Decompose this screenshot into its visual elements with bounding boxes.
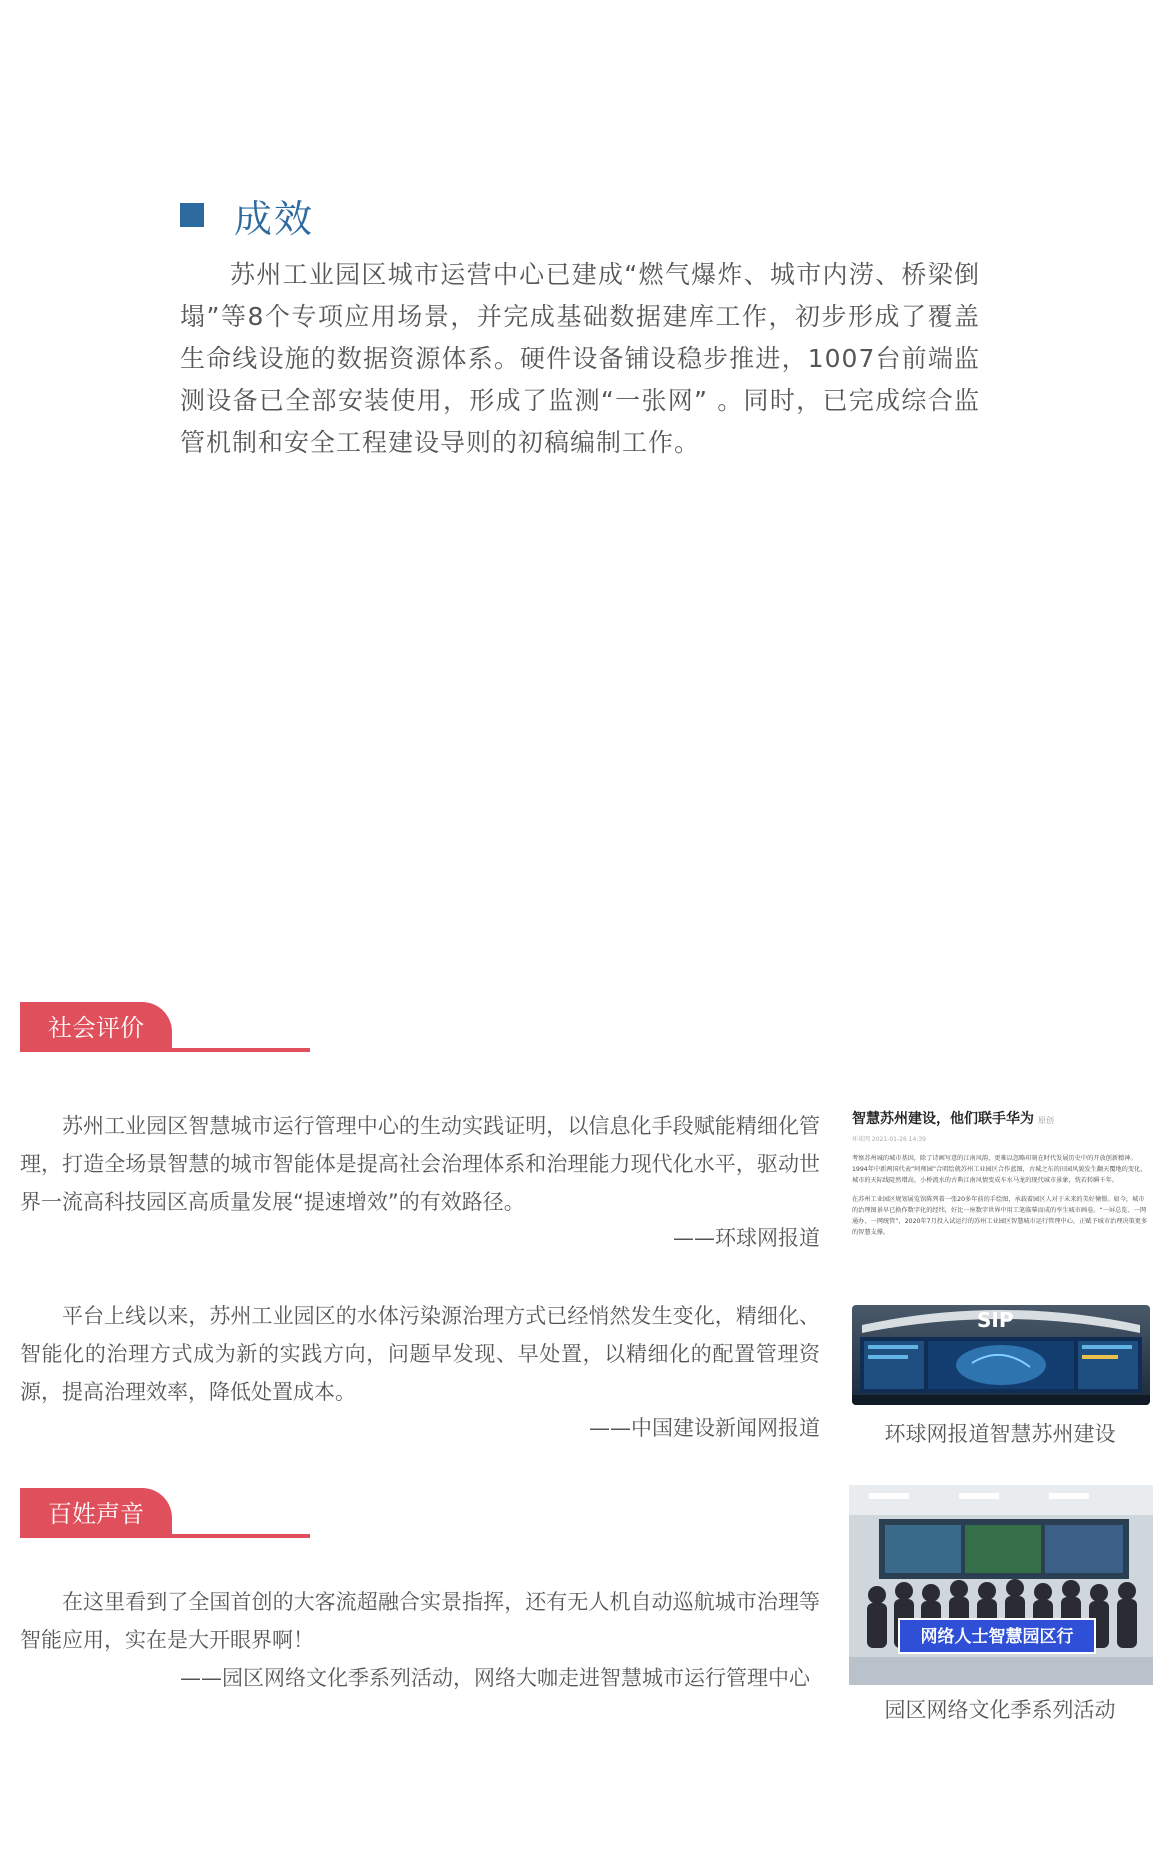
article-badge: 原创	[1038, 1116, 1054, 1125]
public-voice-label: 百姓声音	[20, 1488, 172, 1534]
public-quote: 在这里看到了全国首创的大客流超融合实景指挥，还有无人机自动巡航城市治理等智能应用，实在是大开眼界啊！	[20, 1590, 820, 1652]
public-quote-source: ——园区网络文化季系列活动，网络大咖走进智慧城市运行管理中心	[180, 1666, 810, 1690]
article-meta: 环球网 2021-01-26 14:39	[852, 1136, 926, 1143]
article-title: 智慧苏州建设，他们联手华为 原创	[852, 1111, 1054, 1127]
article-caption: 环球网报道智慧苏州建设	[884, 1422, 1116, 1446]
control-room-photo	[852, 1305, 1150, 1405]
heading-square-icon	[180, 203, 204, 227]
control-room-image	[852, 1305, 1150, 1405]
results-paragraph: 苏州工业园区城市运营中心已建成“燃气爆炸、城市内涝、桥梁倒塌”等8个专项应用场景，并完成基础数据建库工作，初步形成了覆盖生命线设施的数据资源体系。硬件设备铺设稳步推进，1007台前端监测设备已全部安装使用，形成了监测“一张网” 。同时，已完成综合监管机制和安全工程建设导则的初稿编制工作。	[180, 260, 980, 457]
article-screenshot	[852, 1108, 1150, 1246]
social-quote-2: 平台上线以来，苏州工业园区的水体污染源治理方式已经悄然发生变化，精细化、智能化的治理方式成为新的实践方向，问题早发现、早处置，以精细化的配置管理资源，提高治理效率，降低处置成本。	[20, 1304, 820, 1404]
article-paragraph-2: 在苏州工业园区规划展览馆陈列着一张20多年前的手绘图，承载着园区人对于未来的美好憧憬。如今，城市的治理图景早已换作数字化的经纬，好比一座数字世界中用工笔临摹而成的孪生城市画卷。“一屏总览、一网通办、一网统管”，2020年7月投入试运行的苏州工业园区智慧城市运行管理中心，正赋予城市治理决策更多的智慧支撑。	[852, 1196, 1148, 1236]
social-quote-1-source: ——环球网报道	[673, 1226, 820, 1250]
results-heading	[180, 190, 314, 240]
article-paragraph-1: 考察苏州城的城市基因，除了诗画写意的江南风韵，更难以忽略印刻在时代发展历史中的开放创新精神。1994年中新两国代表“阿师园”合唱绘就苏州工业园区合作蓝图，古城之东的田园风貌发生翻天覆地的变化，城市的天际线陡然增高，小桥流水的古典江南风情变成车水马龙的现代城市景象，恍若转瞬千年。	[852, 1155, 1147, 1184]
tag-underline	[20, 1048, 310, 1052]
svg-text:网络人士智慧园区行: 网络人士智慧园区行	[920, 1627, 1074, 1647]
social-quote-1: 苏州工业园区智慧城市运行管理中心的生动实践证明，以信息化手段赋能精细化管理，打造全场景智慧的城市智能体是提高社会治理体系和治理能力现代化水平，驱动世界一流高科技园区高质量发展“提速增效”的有效路径。	[20, 1114, 820, 1214]
article-body	[852, 1153, 1150, 1238]
svg-text:SIP: SIP	[977, 1308, 1014, 1332]
social-evaluation-label: 社会评价	[20, 1002, 172, 1048]
results-title: 成效	[234, 196, 315, 241]
tag-underline	[20, 1534, 310, 1538]
social-quote-2-source: ——中国建设新闻网报道	[589, 1416, 820, 1440]
group-event-image	[849, 1485, 1153, 1685]
event-caption: 园区网络文化季系列活动	[884, 1698, 1116, 1722]
group-event-photo	[849, 1485, 1153, 1685]
